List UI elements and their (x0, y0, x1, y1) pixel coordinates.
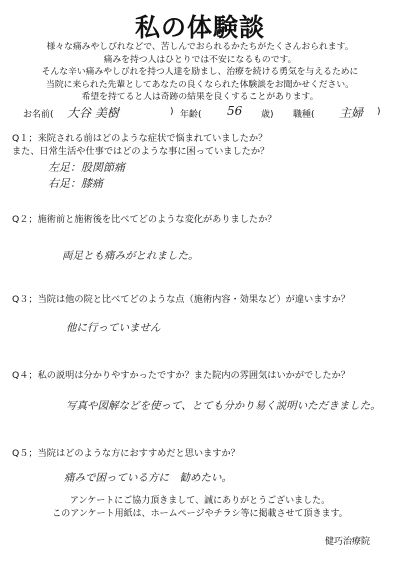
answer-2: 両足とも痛みがとれました。 (62, 250, 199, 262)
question-5 (12, 447, 240, 460)
answer-3: 他に行っていません (66, 322, 161, 334)
name-label: お名前( (23, 110, 54, 120)
name-value: 大谷 美樹 (67, 106, 119, 120)
question-line: Q２；施術前と施術後を比べてどのような変化がありましたか？ (12, 214, 277, 225)
question-line: Q１；来院される前はどのような症状で悩まれていましたか？ (12, 133, 268, 144)
job-close: ) (377, 107, 381, 117)
question-4 (12, 369, 350, 382)
age-suffix: 歳) (261, 110, 274, 120)
respondent-info (15, 105, 385, 121)
answer-line: 左足：股関節痛 (48, 161, 125, 174)
intro-line: 痛みを持つ人はひとりでは不安になるものです。 (103, 54, 297, 65)
answer-1 (48, 160, 125, 192)
question-line: Q３；当院は他の院と比べてどのような点（施術内容・効果など）が違いますか？ (12, 294, 350, 305)
age-label: 年齢( (180, 110, 202, 120)
closing-line: このアンケート用紙は、ホームページやチラシ等に掲載させて頂きます。 (52, 509, 348, 519)
closing-text (20, 495, 380, 521)
name-close: ) (170, 107, 174, 117)
answer-line: 右足：膝痛 (48, 177, 103, 190)
intro-line: 当院に来られた先輩としてあなたの良くなられた体験談をお聞かせください。 (46, 79, 354, 90)
question-line: Q４；私の説明は分かりやすかったですか？また院内の雰囲気はいかがでしたか？ (12, 370, 350, 381)
intro-text (20, 41, 380, 104)
question-line: Q５；当院はどのような方におすすめだと思いますか？ (12, 448, 240, 459)
answer-4: 写真や図解などを使って、とても分かり易く説明いただきました。 (66, 400, 381, 412)
question-2 (12, 213, 276, 226)
intro-line: 様々な痛みやしびれなどで、苦しんでおられるかたちがたくさんおられます。 (46, 42, 354, 52)
closing-line: アンケートにご協力頂きまして、誠にありがとうございました。 (69, 496, 331, 506)
job-label: 職種( (293, 110, 315, 120)
question-3 (12, 293, 350, 306)
intro-line: 希望を持てると人は奇跡の結果を良くすることがあります。 (81, 92, 319, 103)
page-title: 私の体験談 (134, 13, 265, 42)
question-1 (12, 132, 269, 158)
age-value: 56 (227, 104, 243, 118)
intro-line: そんな辛い痛みやしびれを持つ人達を励まし、治療を続ける勇気を与えるために (41, 67, 359, 78)
answer-5: 痛みで困っている方に 勧めたい。 (64, 472, 232, 484)
question-line: また、日常生活や仕事ではどのような事に困っていましたか？ (12, 146, 270, 157)
clinic-name: 健巧治療院 (324, 537, 370, 547)
job-value: 主婦 (339, 106, 364, 120)
